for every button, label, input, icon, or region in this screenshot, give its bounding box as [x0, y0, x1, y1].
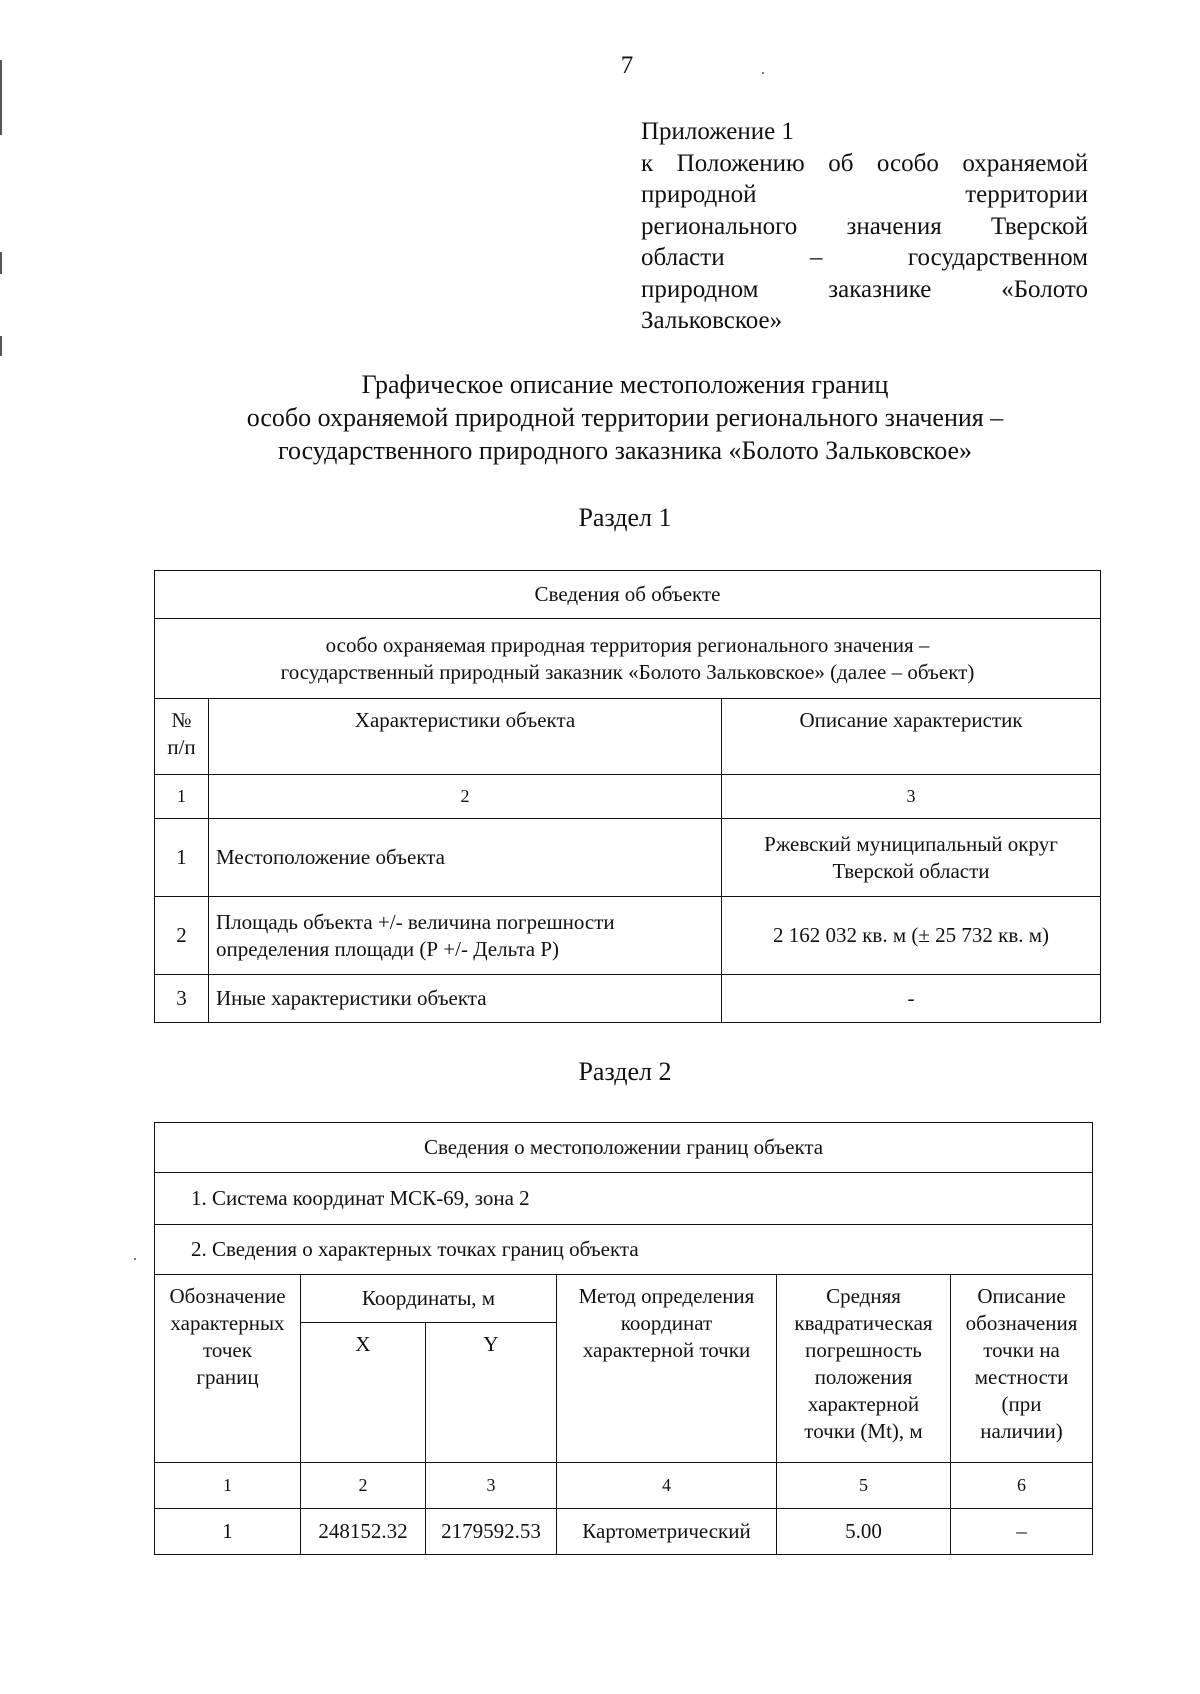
column-header-characteristics: Характеристики объекта: [209, 699, 722, 775]
annex-line: природном заказнике «Болото: [641, 275, 1088, 303]
object-name: особо охраняемая природная территория регионального значения – государственный природный заказник «Болото Зальковское» (далее – объект): [155, 619, 1101, 699]
row-number: 2: [155, 897, 209, 975]
column-header-designation: Обозначение характерных точек границ: [155, 1275, 301, 1463]
table-title: Сведения о местоположении границ объекта: [155, 1123, 1093, 1173]
column-header-coordinates: Координаты, м: [301, 1275, 557, 1323]
scan-speck: [762, 72, 764, 74]
point-error: 5.00: [777, 1509, 951, 1555]
point-method: Картометрический: [557, 1509, 777, 1555]
column-number: 5: [777, 1463, 951, 1509]
section2-heading: Раздел 2: [578, 1057, 672, 1086]
points-title: 2. Сведения о характерных точках границ объекта: [155, 1225, 1093, 1275]
document-title: Графическое описание местоположения границ особо охраняемой природной территории регионального значения – государственного природного заказника «Болото Зальковское»: [246, 370, 1004, 465]
row-characteristic: Площадь объекта +/- величина погрешности определения площади (Р +/- Дельта Р): [209, 897, 722, 975]
scan-edge-mark: [0, 336, 2, 356]
column-number: 4: [557, 1463, 777, 1509]
column-number: 6: [951, 1463, 1093, 1509]
column-header-number: № п/п: [155, 699, 209, 775]
coordinate-system: 1. Система координат МСК-69, зона 2: [155, 1173, 1093, 1225]
annex-line: Зальковское»: [641, 307, 783, 334]
section1-heading: Раздел 1: [578, 503, 672, 532]
point-number: 1: [155, 1509, 301, 1555]
column-number: 2: [209, 775, 722, 819]
point-y: 2179592.53: [426, 1509, 557, 1555]
boundary-table: [154, 1122, 1093, 1555]
point-description: –: [951, 1509, 1093, 1555]
row-value: 2 162 032 кв. м (± 25 732 кв. м): [722, 897, 1101, 975]
scan-edge-mark: [0, 252, 2, 274]
column-header-y: Y: [426, 1323, 557, 1463]
row-number: 1: [155, 819, 209, 897]
annex-block: [641, 116, 1088, 337]
object-info-table: [154, 570, 1101, 1023]
annex-line: регионального значения Тверской: [641, 212, 1088, 240]
row-value: Ржевский муниципальный округ Тверской области: [722, 819, 1101, 897]
column-number: 1: [155, 775, 209, 819]
point-x: 248152.32: [301, 1509, 426, 1555]
row-value: -: [722, 975, 1101, 1023]
column-number: 2: [301, 1463, 426, 1509]
scan-edge-mark: [0, 60, 2, 135]
row-number: 3: [155, 975, 209, 1023]
annex-line: природной территории: [641, 181, 1088, 208]
annex-line: области – государственном: [641, 244, 1088, 271]
column-header-error: Средняя квадратическая погрешность положения характерной точки (Mt), м: [777, 1275, 951, 1463]
column-header-method: Метод определения координат характерной точки: [557, 1275, 777, 1463]
table-row: [155, 897, 1101, 975]
table-row: [155, 1509, 1093, 1555]
table-row: [155, 975, 1101, 1023]
table-row: [155, 819, 1101, 897]
page-number: 7: [620, 52, 634, 79]
annex-line: к Положению об особо охраняемой: [641, 149, 1088, 177]
column-number: 3: [722, 775, 1101, 819]
scan-speck: [134, 1258, 136, 1260]
column-header-point-description: Описание обозначения точки на местности (при наличии): [951, 1275, 1093, 1463]
table-title: Сведения об объекте: [155, 571, 1101, 619]
column-header-description: Описание характеристик: [722, 699, 1101, 775]
row-characteristic: Местоположение объекта: [209, 819, 722, 897]
column-number: 3: [426, 1463, 557, 1509]
row-characteristic: Иные характеристики объекта: [209, 975, 722, 1023]
column-number: 1: [155, 1463, 301, 1509]
column-header-x: X: [301, 1323, 426, 1463]
annex-title: Приложение 1: [641, 118, 794, 145]
